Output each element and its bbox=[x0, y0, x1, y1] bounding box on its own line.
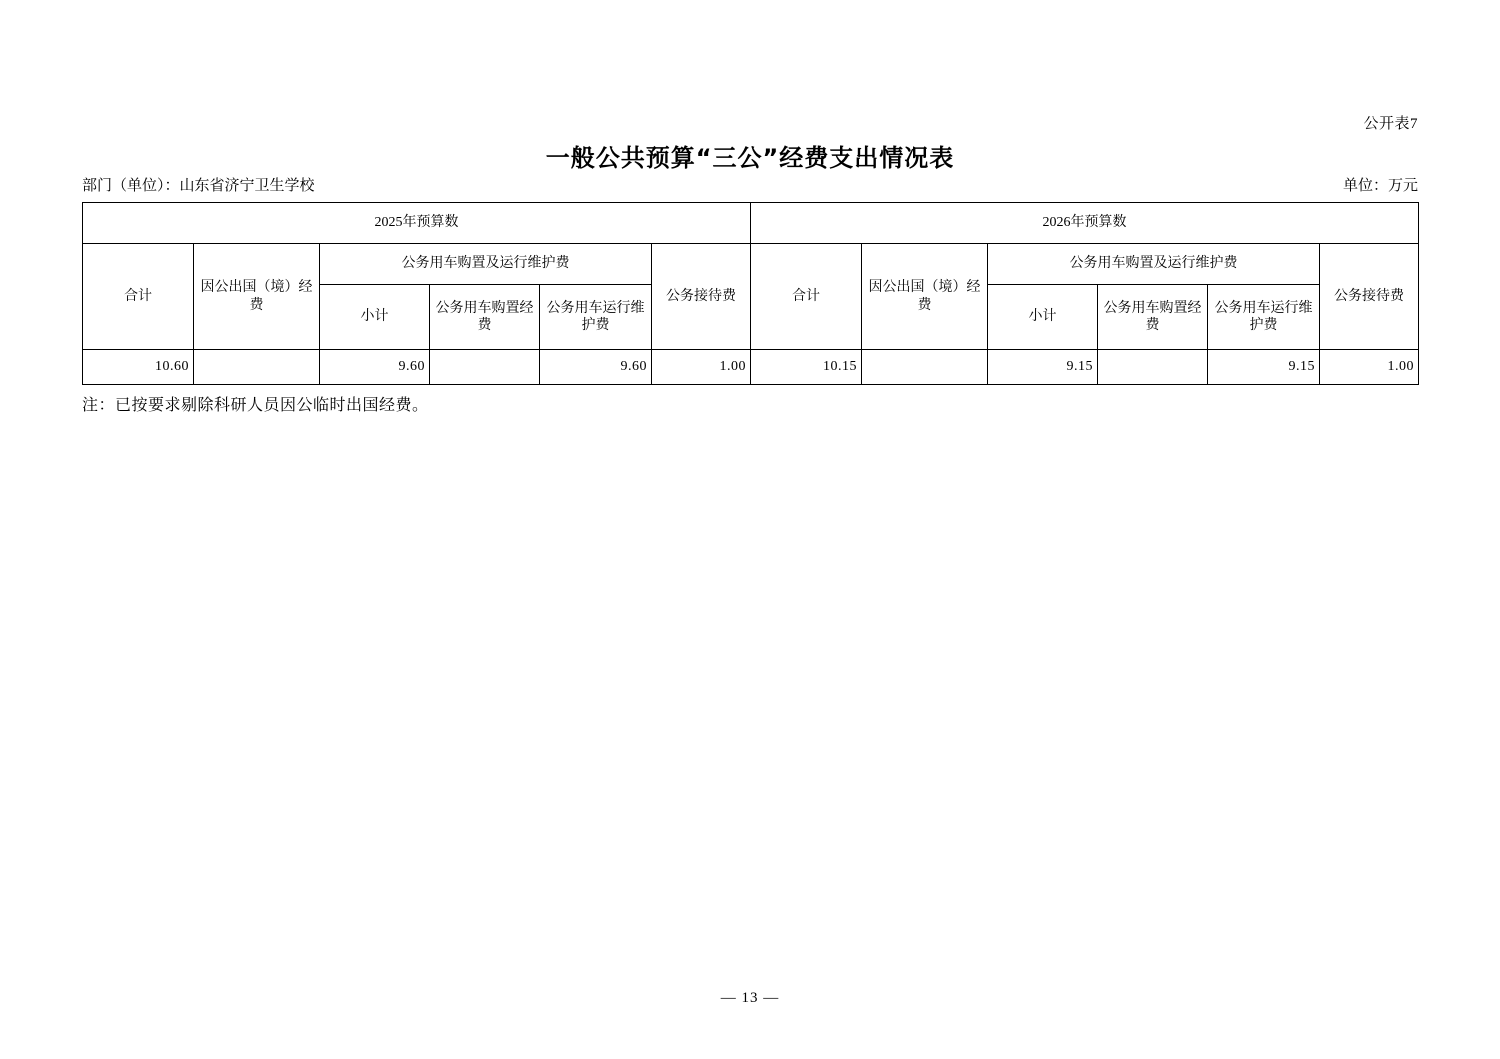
page-title: 一般公共预算“三公”经费支出情况表 bbox=[545, 144, 955, 172]
header-2025-abroad: 因公出国（境）经费 bbox=[194, 244, 320, 350]
header-2026-total: 合计 bbox=[751, 244, 862, 350]
header-2026-abroad: 因公出国（境）经费 bbox=[862, 244, 988, 350]
cell-2026-vehicle-purchase bbox=[1098, 350, 1208, 385]
header-2025-vehicle-group: 公务用车购置及运行维护费 bbox=[320, 244, 652, 285]
cell-2025-abroad bbox=[194, 350, 320, 385]
cell-2025-vehicle-subtotal: 9.60 bbox=[320, 350, 430, 385]
table-note: 注：已按要求剔除科研人员因公临时出国经费。 bbox=[82, 397, 429, 414]
group-header-2025: 2025年预算数 bbox=[83, 203, 751, 244]
header-2026-vehicle-operation: 公务用车运行维护费 bbox=[1208, 285, 1320, 350]
header-2025-vehicle-subtotal: 小计 bbox=[320, 285, 430, 350]
unit-label: 单位：万元 bbox=[1342, 178, 1418, 194]
table-row bbox=[83, 350, 1419, 385]
sheet-label: 公开表7 bbox=[1363, 116, 1418, 132]
header-2026-vehicle-subtotal: 小计 bbox=[988, 285, 1098, 350]
header-2026-vehicle-purchase: 公务用车购置经费 bbox=[1098, 285, 1208, 350]
cell-2025-vehicle-purchase bbox=[430, 350, 540, 385]
header-2025-vehicle-purchase: 公务用车购置经费 bbox=[430, 285, 540, 350]
header-2025-total: 合计 bbox=[83, 244, 194, 350]
cell-2026-total: 10.15 bbox=[751, 350, 862, 385]
header-2026-reception: 公务接待费 bbox=[1320, 244, 1419, 350]
header-2025-vehicle-operation: 公务用车运行维护费 bbox=[540, 285, 652, 350]
cell-2025-vehicle-operation: 9.60 bbox=[540, 350, 652, 385]
department-label: 部门（单位）：山东省济宁卫生学校 bbox=[82, 178, 315, 194]
cell-2025-reception: 1.00 bbox=[652, 350, 751, 385]
header-2025-reception: 公务接待费 bbox=[652, 244, 751, 350]
cell-2026-abroad bbox=[862, 350, 988, 385]
header-2026-vehicle-group: 公务用车购置及运行维护费 bbox=[988, 244, 1320, 285]
page-number: — 13 — bbox=[720, 990, 780, 1006]
cell-2026-reception: 1.00 bbox=[1320, 350, 1419, 385]
table-group-header-row bbox=[83, 203, 1419, 244]
meta-row bbox=[82, 174, 1418, 194]
cell-2026-vehicle-operation: 9.15 bbox=[1208, 350, 1320, 385]
cell-2026-vehicle-subtotal: 9.15 bbox=[988, 350, 1098, 385]
budget-table bbox=[82, 202, 1419, 385]
table-subheader-row-1 bbox=[83, 244, 1419, 285]
group-header-2026: 2026年预算数 bbox=[751, 203, 1419, 244]
cell-2025-total: 10.60 bbox=[83, 350, 194, 385]
